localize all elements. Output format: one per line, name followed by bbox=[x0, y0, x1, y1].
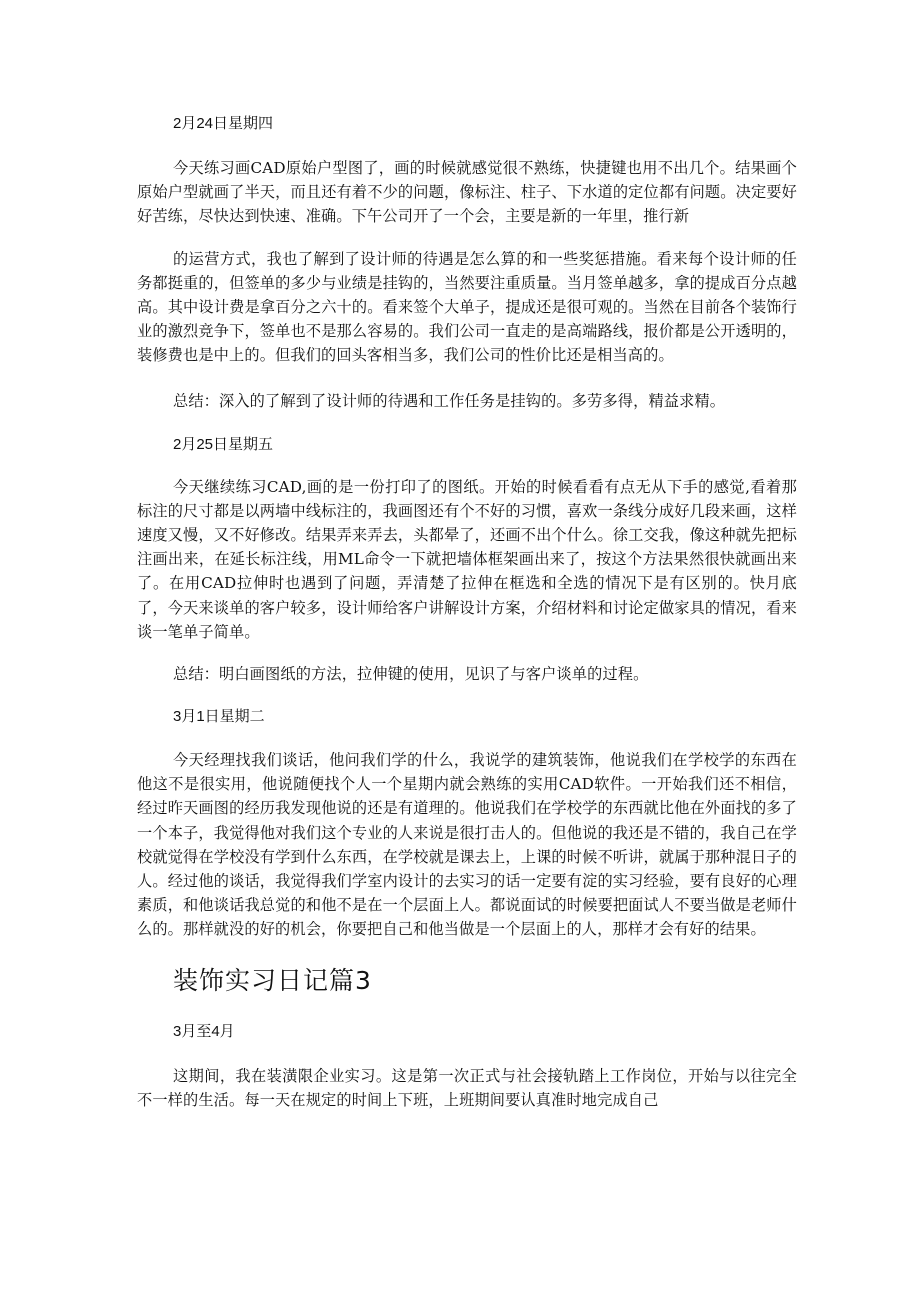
entry-paragraph: 今天经理找我们谈话，他问我们学的什么，我说学的建筑装饰，他说我们在学校学的东西在他这不是很实用，他说随便找个人一个星期内就会熟练的实用CAD软件。一开始我们还不相信，经过昨天画图的经历我发现他说的还是有道理的。他说我们在学校学的东西就比他在外面找的多了一个本子，我觉得他对我们这个专业的人来说是很打击人的。但他说的我还是不错的，我自己在学校就觉得在学校没有学到什么东西，在学校就是课去上，上课的时候不听讲，就属于那种混日子的人。经过他的谈话，我觉得我们学室内设计的去实习的话一定要有淀的实习经验，要有良好的心理素质，和他谈话我总觉的和他不是在一个层面上人。都说面试的时候要把面试人不要当做是老师什么的。那样就没的好的机会，你要把自己和他当做是一个层面上的人，那样才会有好的结果。 bbox=[137, 751, 797, 939]
entry-date: 2月24日星期四 bbox=[173, 115, 274, 132]
diary-entry-feb24 bbox=[137, 112, 797, 413]
document-page bbox=[137, 112, 797, 1112]
entry-summary: 总结：明白画图纸的方法，拉伸键的使用，见识了与客户谈单的过程。 bbox=[173, 665, 649, 684]
section-diary-3 bbox=[137, 964, 797, 1112]
entry-paragraph: 今天练习画CAD原始户型图了，画的时候就感觉很不熟练，快捷键也用不出几个。结果画个原始户型就画了半天，而且还有着不少的问题，像标注、柱子、下水道的定位都有问题。决定要好好苦练，尽快达到快速、准确。下午公司开了一个会，主要是新的一年里，推行新 bbox=[137, 159, 797, 226]
entry-date: 2月25日星期五 bbox=[173, 435, 274, 453]
diary-entry-mar1 bbox=[137, 705, 797, 942]
section-paragraph: 这期间，我在装潢限企业实习。这是第一次正式与社会接轨踏上工作岗位，开始与以往完全不一样的生活。每一天在规定的时间上下班，上班期间要认真准时地完成自己 bbox=[137, 1066, 797, 1109]
diary-entry-feb25 bbox=[137, 433, 797, 686]
section-title: 装饰实习日记篇3 bbox=[173, 965, 372, 995]
entry-paragraph: 的运营方式，我也了解到了设计师的待遇是怎么算的和一些奖惩措施。看来每个设计师的任务都挺重的，但签单的多少与业绩是挂钩的，当然要注重质量。当月签单越多，拿的提成百分点越高。其中设计费是拿百分之六十的。看来签个大单子，提成还是很可观的。当然在目前各个装饰行业的激烈竞争下，签单也不是那么容易的。我们公司一直走的是高端路线，报价都是公开透明的，装修费也是中上的。但我们的回头客相当多，我们公司的性价比还是相当高的。 bbox=[137, 249, 797, 365]
section-date: 3月至4月 bbox=[173, 1022, 235, 1040]
entry-date: 3月1日星期二 bbox=[173, 708, 265, 726]
entry-summary: 总结：深入的了解到了设计师的待遇和工作任务是挂钩的。多劳多得，精益求精。 bbox=[173, 391, 726, 410]
entry-paragraph: 今天继续练习CAD,画的是一份打印了的图纸。开始的时候看看有点无从下手的感觉,看着那标注的尺寸都是以两墙中线标注的，我画图还有个不好的习惯，喜欢一条线分成好几段来画，这样速度又慢，又不好修改。结果弄来弄去，头都晕了，还画不出个什么。徐工交我，像这种就先把标注画出来，在延长标注线，用ML命令一下就把墙体框架画出来了，按这个方法果然很快就画出来了。在用CAD拉伸时也遇到了问题，弄清楚了拉伸在框选和全选的情况下是有区别的。快月底了，今天来谈单的客户较多，设计师给客户讲解设计方案，介绍材料和讨论定做家具的情况，看来谈一笔单子简单。 bbox=[137, 477, 797, 641]
